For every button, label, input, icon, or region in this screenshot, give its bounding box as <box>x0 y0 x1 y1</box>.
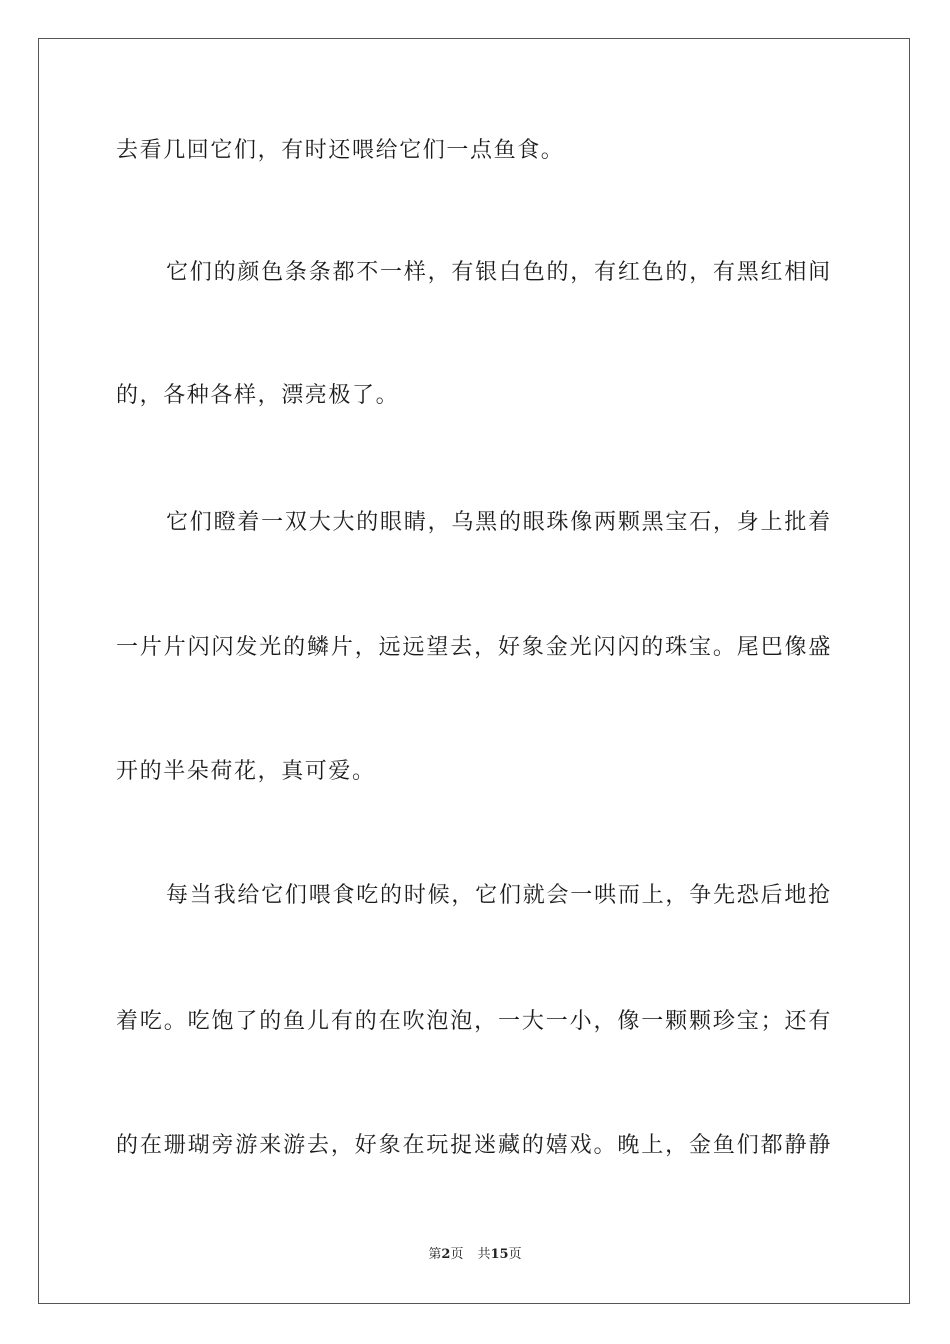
text-char: 颗 <box>617 510 642 535</box>
text-char: 的 <box>641 635 665 660</box>
text-line: 去看几回它们，有时还喂给它们一点鱼食。 <box>116 138 565 163</box>
text-char: 条 <box>308 260 333 285</box>
text-char: 嬉 <box>545 1133 570 1158</box>
text-char: 的 <box>498 510 523 535</box>
text-char: 珠 <box>546 510 571 535</box>
text-char: 色 <box>261 260 285 285</box>
text-char: 哄 <box>594 883 618 908</box>
text-char: 吃 <box>356 883 380 908</box>
text-char: 的 <box>380 883 404 908</box>
text-char: 闪 <box>211 635 236 660</box>
text-char: 去 <box>307 1133 331 1158</box>
text-char: 候 <box>427 883 452 908</box>
page-footer <box>0 1246 950 1264</box>
text-char: 身 <box>736 510 761 535</box>
text-char: 光 <box>259 635 283 660</box>
text-char: 的 <box>354 1009 379 1034</box>
text-char: 还 <box>784 1009 809 1034</box>
text-char: 它 <box>261 883 285 908</box>
text-char: 泡 <box>450 1009 474 1034</box>
text-char: 静 <box>784 1133 809 1158</box>
text-char: 的 <box>259 1009 283 1034</box>
text-line <box>166 508 832 538</box>
page-border <box>38 38 910 1304</box>
text-line <box>116 633 832 663</box>
text-char: 有 <box>808 1009 832 1034</box>
text-char: 上 <box>760 510 785 535</box>
text-char: 晚 <box>617 1133 641 1158</box>
text-line <box>166 881 832 911</box>
text-char: 象 <box>521 635 546 660</box>
text-char: 盛 <box>808 635 832 660</box>
text-char: 像 <box>570 510 594 535</box>
text-char: 一 <box>570 883 594 908</box>
text-char: 它 <box>475 883 499 908</box>
text-char: 有 <box>594 260 618 285</box>
text-char: ， <box>689 260 713 285</box>
text-char: 色 <box>522 260 547 285</box>
text-char: 片 <box>163 635 188 660</box>
text-char: 眼 <box>522 510 547 535</box>
text-char: 远 <box>402 635 427 660</box>
text-char: ， <box>665 1133 689 1158</box>
text-char: 间 <box>808 260 832 285</box>
text-char: 们 <box>498 883 523 908</box>
text-char: 而 <box>617 883 642 908</box>
text-char: ， <box>330 1133 355 1158</box>
text-char: 的 <box>116 1133 140 1158</box>
text-char: 样 <box>403 260 428 285</box>
text-char: 鳞 <box>307 635 331 660</box>
text-char: 珊 <box>163 1133 188 1158</box>
text-char: 有 <box>330 1009 355 1034</box>
text-char: 食 <box>332 883 357 908</box>
text-char: 闪 <box>617 635 641 660</box>
text-line: 的，各种各样，漂亮极了。 <box>116 383 400 408</box>
text-char: ， <box>474 1009 498 1034</box>
text-char: 在 <box>378 1009 403 1034</box>
text-char: 游 <box>235 1133 259 1158</box>
text-char: ， <box>427 260 452 285</box>
text-char: 发 <box>235 635 259 660</box>
text-char: 先 <box>712 883 737 908</box>
text-char: 。 <box>593 1133 618 1158</box>
text-char: 红 <box>760 260 785 285</box>
text-char: 在 <box>139 1133 164 1158</box>
text-char: 的 <box>283 635 307 660</box>
text-char: 像 <box>784 635 809 660</box>
text-line <box>116 1007 832 1037</box>
text-char: 着 <box>808 510 832 535</box>
text-char: 有 <box>451 260 475 285</box>
text-char: 片 <box>330 635 355 660</box>
text-char: 闪 <box>187 635 212 660</box>
text-char: 去 <box>450 635 474 660</box>
text-char: 颜 <box>237 260 261 285</box>
text-char: 巴 <box>760 635 785 660</box>
text-char: 小 <box>569 1009 594 1034</box>
text-char: 。 <box>163 1009 188 1034</box>
text-char: 象 <box>378 1133 403 1158</box>
text-char: 瞪 <box>213 510 238 535</box>
text-char: 都 <box>760 1133 785 1158</box>
text-char: 儿 <box>307 1009 331 1034</box>
text-char: 的 <box>213 260 238 285</box>
text-char: 戏 <box>569 1133 594 1158</box>
text-char: 地 <box>784 883 808 908</box>
text-char: 远 <box>378 635 403 660</box>
text-char: 都 <box>332 260 357 285</box>
text-char: 们 <box>189 260 214 285</box>
total-suffix: 页 <box>508 1247 522 1262</box>
text-char: 给 <box>237 883 261 908</box>
text-char: 恐 <box>736 883 761 908</box>
text-char: 珍 <box>712 1009 737 1034</box>
text-char: 喂 <box>308 883 333 908</box>
text-char: 来 <box>259 1133 283 1158</box>
text-char: 的 <box>521 1133 546 1158</box>
text-char: 鱼 <box>712 1133 737 1158</box>
text-char: 了 <box>235 1009 259 1034</box>
text-char: 的 <box>546 260 571 285</box>
text-char: 宝 <box>689 635 713 660</box>
text-char: 着 <box>116 1009 140 1034</box>
text-char: 黑 <box>641 510 666 535</box>
text-char: 珠 <box>665 635 689 660</box>
text-char: 双 <box>284 510 309 535</box>
text-char: 色 <box>641 260 666 285</box>
text-char: 吹 <box>402 1009 427 1034</box>
text-char: 它 <box>166 510 190 535</box>
text-char: 大 <box>521 1009 546 1034</box>
page-suffix: 页 <box>450 1247 464 1262</box>
text-line <box>166 258 832 288</box>
page-number: 2 <box>441 1247 451 1262</box>
text-char: 尾 <box>736 635 761 660</box>
text-char: ， <box>665 883 690 908</box>
text-line <box>116 1131 832 1161</box>
text-char: 一 <box>641 1009 665 1034</box>
text-char: 饱 <box>211 1009 236 1034</box>
page-prefix: 第 <box>428 1247 442 1262</box>
text-char: 批 <box>784 510 808 535</box>
text-char: 好 <box>354 1133 379 1158</box>
text-char: 条 <box>284 260 309 285</box>
text-char: ， <box>427 510 452 535</box>
text-char: 宝 <box>665 510 690 535</box>
text-char: 藏 <box>498 1133 522 1158</box>
text-char: 。 <box>712 635 737 660</box>
text-char: 吃 <box>187 1009 212 1034</box>
text-char: 一 <box>116 635 140 660</box>
text-char: ， <box>354 635 379 660</box>
text-char: 静 <box>808 1133 832 1158</box>
text-char: 大 <box>308 510 333 535</box>
text-char: 好 <box>498 635 522 660</box>
text-char: 颗 <box>689 1009 713 1034</box>
text-char: 光 <box>569 635 594 660</box>
text-char: 一 <box>498 1009 522 1034</box>
text-char: 们 <box>189 510 214 535</box>
text-char: ， <box>570 260 594 285</box>
text-char: 金 <box>689 1133 713 1158</box>
text-char: 的 <box>665 260 690 285</box>
text-char: 乌 <box>451 510 475 535</box>
text-char: 会 <box>546 883 571 908</box>
text-char: 瑚 <box>187 1133 212 1158</box>
text-char: ， <box>712 510 737 535</box>
text-char: 争 <box>689 883 713 908</box>
text-char: 迷 <box>474 1133 498 1158</box>
text-char: 黑 <box>475 510 499 535</box>
text-char: 抢 <box>808 883 832 908</box>
text-char: 黑 <box>736 260 761 285</box>
text-char: 有 <box>712 260 737 285</box>
text-char: 们 <box>284 883 309 908</box>
text-char: ， <box>593 1009 618 1034</box>
text-char: 宝 <box>736 1009 761 1034</box>
text-char: 望 <box>426 635 450 660</box>
text-char: 玩 <box>426 1133 450 1158</box>
text-char: ， <box>451 883 475 908</box>
text-char: 两 <box>594 510 618 535</box>
text-char: 眼 <box>380 510 404 535</box>
text-char: 们 <box>736 1133 761 1158</box>
text-char: 颗 <box>665 1009 689 1034</box>
text-char: 它 <box>166 260 190 285</box>
text-char: 旁 <box>211 1133 236 1158</box>
text-char: 游 <box>283 1133 307 1158</box>
text-char: 睛 <box>403 510 428 535</box>
text-char: 片 <box>139 635 164 660</box>
text-char: 后 <box>760 883 785 908</box>
text-char: 闪 <box>593 635 618 660</box>
text-char: 我 <box>213 883 238 908</box>
text-char: 不 <box>356 260 380 285</box>
text-char: 大 <box>332 510 357 535</box>
text-char: 一 <box>380 260 404 285</box>
text-char: 上 <box>641 1133 665 1158</box>
text-char: 一 <box>545 1009 570 1034</box>
text-char: ； <box>760 1009 785 1034</box>
text-char: 的 <box>356 510 380 535</box>
text-char: ， <box>474 635 498 660</box>
text-char: 上 <box>641 883 666 908</box>
text-char: 金 <box>545 635 570 660</box>
text-char: 吃 <box>139 1009 164 1034</box>
total-prefix: 共 <box>477 1247 491 1262</box>
text-char: 像 <box>617 1009 641 1034</box>
text-char: 一 <box>261 510 285 535</box>
text-char: 银 <box>475 260 499 285</box>
text-char: 每 <box>166 883 190 908</box>
text-char: 捉 <box>450 1133 474 1158</box>
text-char: 就 <box>522 883 547 908</box>
text-char: 红 <box>617 260 642 285</box>
text-char: 白 <box>498 260 523 285</box>
text-char: 石 <box>689 510 713 535</box>
total-pages: 15 <box>490 1247 509 1262</box>
text-char: 鱼 <box>283 1009 307 1034</box>
text-char: 在 <box>402 1133 427 1158</box>
text-line: 开的半朵荷花，真可爱。 <box>116 759 376 784</box>
text-char: 时 <box>403 883 428 908</box>
text-char: 相 <box>784 260 808 285</box>
text-char: 当 <box>189 883 214 908</box>
text-char: 着 <box>237 510 261 535</box>
text-char: 泡 <box>426 1009 450 1034</box>
